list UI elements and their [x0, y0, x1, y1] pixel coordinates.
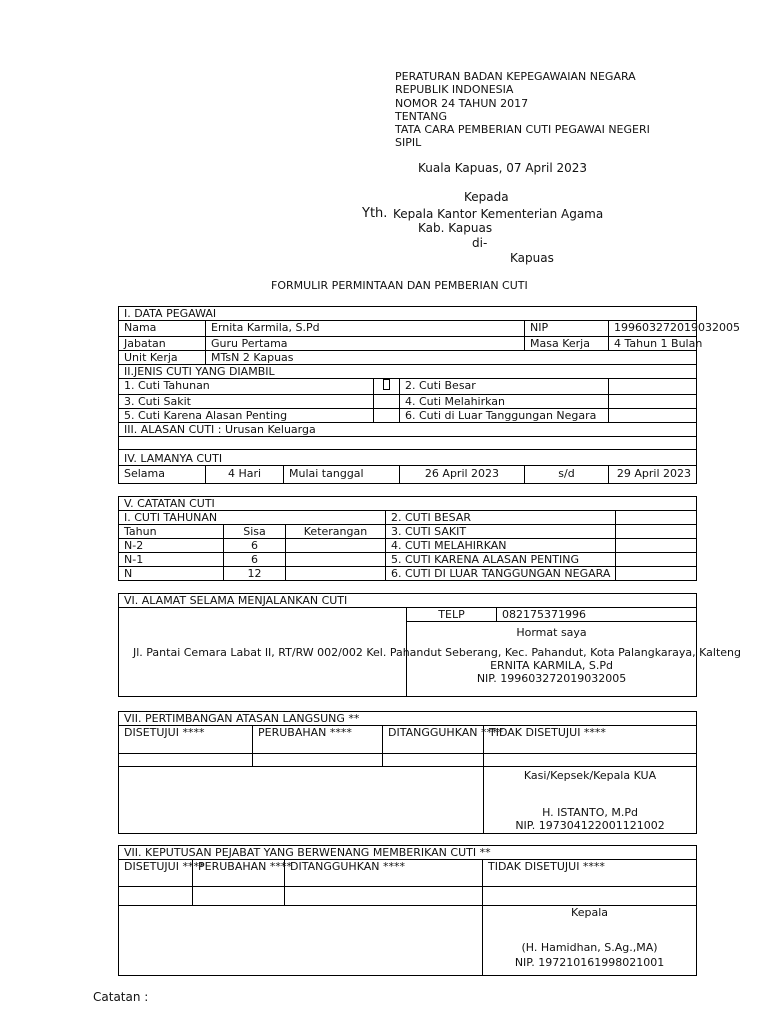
hormat-text: Hormat saya [516, 626, 587, 639]
section-heading: V. CATATAN CUTI [119, 497, 697, 511]
address-block: Jl. Pantai Cemara Labat II, RT/RW 002/002 Kel. Pahandut Seberang, Kec. Pahandut, Kota Palangkaraya, Kalteng [119, 608, 407, 697]
tahun-cell: N [119, 567, 224, 581]
cuti-type: 6. CUTI DI LUAR TANGGUNGAN NEGARA [386, 567, 616, 581]
keputusan-table [118, 845, 697, 976]
ref-line: SIPIL [395, 136, 422, 150]
checkbox[interactable] [374, 409, 400, 423]
section-heading: VII. KEPUTUSAN PEJABAT YANG BERWENANG MEMBERIKAN CUTI ** [119, 846, 697, 860]
disetujui-header: DISETUJUI **** [119, 726, 253, 754]
keterangan-cell [286, 567, 386, 581]
leave-type-option: 3. Cuti Sakit [119, 395, 374, 409]
nama-label: Nama [119, 321, 206, 337]
keterangan-cell [286, 539, 386, 553]
checkbox[interactable] [374, 379, 400, 395]
tidak-disetujui-header: TIDAK DISETUJUI **** [484, 726, 697, 754]
alamat-table [118, 593, 742, 697]
supervisor-name: H. ISTANTO, M.Pd [542, 806, 638, 819]
applicant-nip: NIP. 199603272019032005 [476, 672, 627, 685]
sd-label: s/d [525, 466, 609, 484]
blank-area [119, 767, 484, 834]
sampai-value: 29 April 2023 [609, 466, 697, 484]
decision-cell [383, 754, 484, 767]
yth-label: Yth. [362, 206, 388, 221]
applicant-name: ERNITA KARMILA, S.Pd [490, 659, 613, 672]
decision-cell [253, 754, 383, 767]
jabatan-value: Guru Pertama [206, 337, 525, 351]
leave-type-option: 5. Cuti Karena Alasan Penting [119, 409, 374, 423]
column-header: Keterangan [286, 525, 386, 539]
empty-row [119, 437, 697, 450]
place-date: Kuala Kapuas, 07 April 2023 [418, 161, 588, 175]
masa-kerja-label: Masa Kerja [525, 337, 609, 351]
cuti-type: 5. CUTI KARENA ALASAN PENTING [386, 553, 616, 567]
cuti-note [616, 553, 697, 567]
cuti-note [616, 525, 697, 539]
section-heading: IV. LAMANYA CUTI [119, 450, 697, 466]
section-heading: VI. ALAMAT SELAMA MENJALANKAN CUTI [119, 594, 697, 608]
ref-line: TATA CARA PEMBERIAN CUTI PEGAWAI NEGERI [395, 123, 650, 137]
column-header: Sisa [224, 525, 286, 539]
nip-value: 199603272019032005 [609, 321, 697, 337]
leave-type-option: 2. Cuti Besar [400, 379, 609, 395]
alasan-cuti: III. ALASAN CUTI : Urusan Keluarga [119, 423, 697, 437]
selama-label: Selama [119, 466, 206, 484]
cuti-note [616, 511, 697, 525]
sisa-cell: 12 [224, 567, 286, 581]
recipient-place: Kab. Kapuas [418, 221, 493, 235]
decision-cell [193, 887, 285, 906]
unit-kerja-value: MTsN 2 Kapuas [206, 351, 697, 365]
cuti-type: 4. CUTI MELAHIRKAN [386, 539, 616, 553]
mulai-value: 26 April 2023 [400, 466, 525, 484]
leave-type-option: 1. Cuti Tahunan [119, 379, 374, 395]
checkbox[interactable] [609, 379, 697, 395]
leave-type-option: 4. Cuti Melahirkan [400, 395, 609, 409]
keterangan-cell [286, 553, 386, 567]
data-pegawai-table [118, 306, 740, 484]
supervisor-signature [484, 767, 697, 834]
recipient-city: Kapuas [510, 251, 554, 265]
column-header: Tahun [119, 525, 224, 539]
disetujui-header: DISETUJUI **** [119, 860, 193, 887]
ref-line: PERATURAN BADAN KEPEGAWAIAN NEGARA [395, 70, 636, 83]
official-signature [483, 906, 697, 976]
checkbox[interactable] [609, 395, 697, 409]
leave-type-option: 6. Cuti di Luar Tanggungan Negara [400, 409, 609, 423]
checkbox[interactable] [374, 395, 400, 409]
blank-area [119, 906, 483, 976]
mulai-label: Mulai tanggal [284, 466, 400, 484]
ditangguhkan-header: DITANGGUHKAN **** [383, 726, 484, 754]
decision-cell [119, 754, 253, 767]
supervisor-nip: NIP. 197304122001121002 [515, 819, 665, 832]
ditangguhkan-header: DITANGGUHKAN **** [285, 860, 483, 887]
decision-cell [285, 887, 483, 906]
cuti-tahunan-heading: I. CUTI TAHUNAN [119, 511, 386, 525]
nip-label: NIP [525, 321, 609, 337]
kepada-label: Kepada [464, 190, 509, 204]
di-label: di- [472, 236, 488, 250]
ref-line: TENTANG [395, 109, 448, 123]
selama-value: 4 Hari [206, 466, 284, 484]
catatan-cuti-table [118, 496, 697, 581]
signature-block [407, 622, 697, 697]
official-nip: NIP. 197210161998021001 [514, 956, 665, 969]
decision-cell [483, 887, 697, 906]
decision-cell [484, 754, 697, 767]
perubahan-header: PERUBAHAN **** [193, 860, 285, 887]
official-position: Kepala [571, 906, 608, 919]
catatan-label: Catatan : [93, 990, 149, 1004]
tahun-cell: N-2 [119, 539, 224, 553]
section-heading: II.JENIS CUTI YANG DIAMBIL [119, 365, 697, 379]
supervisor-position: Kasi/Kepsek/Kepala KUA [523, 769, 657, 782]
section-heading: VII. PERTIMBANGAN ATASAN LANGSUNG ** [119, 712, 697, 726]
checkbox[interactable] [609, 409, 697, 423]
ref-line: REPUBLIK INDONESIA [395, 83, 514, 97]
official-name: (H. Hamidhan, S.Ag.,MA) [521, 941, 658, 954]
sisa-cell: 6 [224, 553, 286, 567]
recipient: Kepala Kantor Kementerian Agama [393, 207, 604, 221]
jabatan-label: Jabatan [119, 337, 206, 351]
tahun-cell: N-1 [119, 553, 224, 567]
cuti-note [616, 567, 697, 581]
cuti-type: 2. CUTI BESAR [386, 511, 616, 525]
tidak-disetujui-header: TIDAK DISETUJUI **** [483, 860, 697, 887]
section-heading: I. DATA PEGAWAI [119, 307, 697, 321]
pertimbangan-table [118, 711, 697, 834]
cuti-note [616, 539, 697, 553]
masa-kerja-value: 4 Tahun 1 Bulan [609, 337, 697, 351]
nama-value: Ernita Karmila, S.Pd [206, 321, 525, 337]
cuti-type: 3. CUTI SAKIT [386, 525, 616, 539]
unit-kerja-label: Unit Kerja [119, 351, 206, 365]
decision-cell [119, 887, 193, 906]
form-title: FORMULIR PERMINTAAN DAN PEMBERIAN CUTI [271, 279, 528, 292]
perubahan-header: PERUBAHAN **** [253, 726, 383, 754]
regulation-reference [395, 70, 650, 150]
sisa-cell: 6 [224, 539, 286, 553]
telp-label: TELP [407, 608, 497, 622]
telp-value: 082175371996 [497, 608, 697, 622]
ref-line: NOMOR 24 TAHUN 2017 [395, 96, 529, 110]
